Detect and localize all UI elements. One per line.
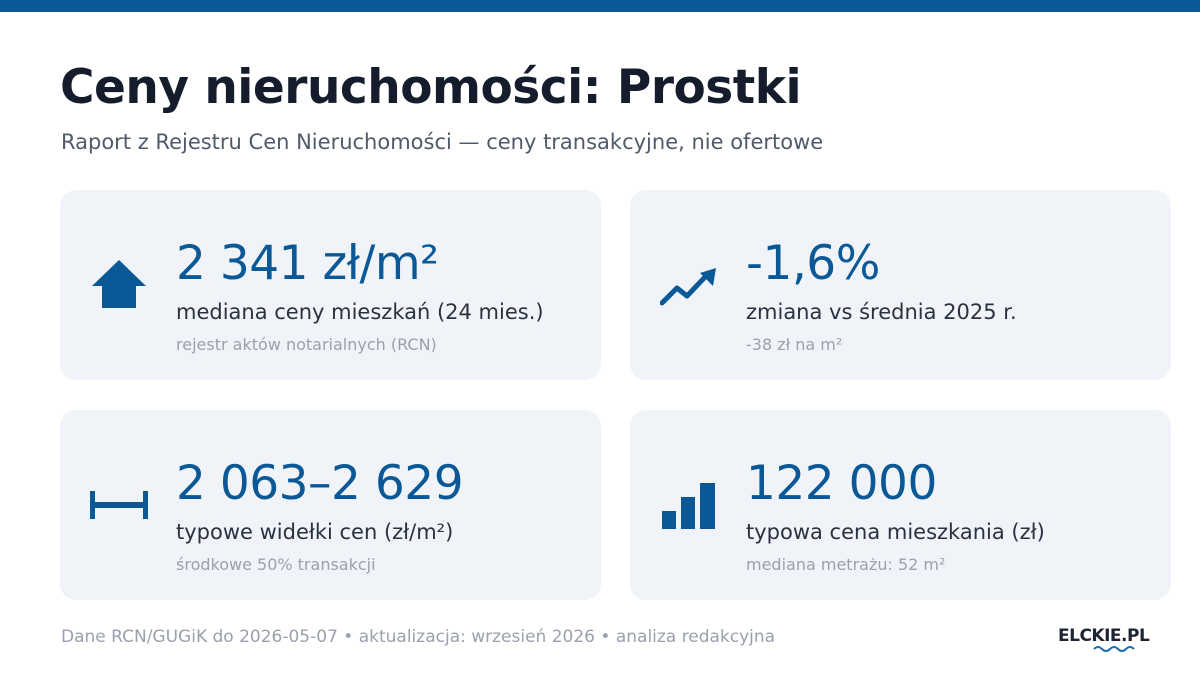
stat-value: 122 000 bbox=[746, 456, 937, 511]
top-accent-bar bbox=[0, 0, 1200, 12]
footer-source: Dane RCN/GUGiK do 2026-05-07 • aktualizacja: wrzesień 2026 • analiza redakcyjna bbox=[61, 627, 776, 647]
stat-note: mediana metrażu: 52 m² bbox=[746, 555, 946, 574]
stat-label: zmiana vs średnia 2025 r. bbox=[746, 300, 1017, 324]
stat-card-median-price bbox=[60, 190, 601, 380]
logo-text: ELCKIE.PL bbox=[1058, 626, 1150, 646]
wave-icon bbox=[1058, 644, 1140, 654]
page-title: Ceny nieruchomości: Prostki bbox=[60, 60, 802, 115]
stat-label: mediana ceny mieszkań (24 mies.) bbox=[176, 300, 544, 324]
stat-note: -38 zł na m² bbox=[746, 335, 843, 354]
stat-note: rejestr aktów notarialnych (RCN) bbox=[176, 335, 437, 354]
stat-value: -1,6% bbox=[746, 236, 880, 291]
stat-label: typowe widełki cen (zł/m²) bbox=[176, 520, 454, 544]
brand-logo[interactable] bbox=[1058, 626, 1150, 656]
stat-note: środkowe 50% transakcji bbox=[176, 555, 376, 574]
bar-chart-icon bbox=[660, 476, 718, 534]
house-icon bbox=[90, 256, 148, 314]
stat-card-change bbox=[630, 190, 1171, 380]
stat-label: typowa cena mieszkania (zł) bbox=[746, 520, 1045, 544]
trend-up-icon bbox=[660, 256, 718, 314]
range-icon bbox=[90, 476, 148, 534]
stat-card-typical-price bbox=[630, 410, 1171, 600]
stat-value: 2 063–2 629 bbox=[176, 456, 464, 511]
stat-card-range bbox=[60, 410, 601, 600]
page-subtitle: Raport z Rejestru Cen Nieruchomości — ceny transakcyjne, nie ofertowe bbox=[61, 130, 824, 154]
stat-value: 2 341 zł/m² bbox=[176, 236, 439, 291]
